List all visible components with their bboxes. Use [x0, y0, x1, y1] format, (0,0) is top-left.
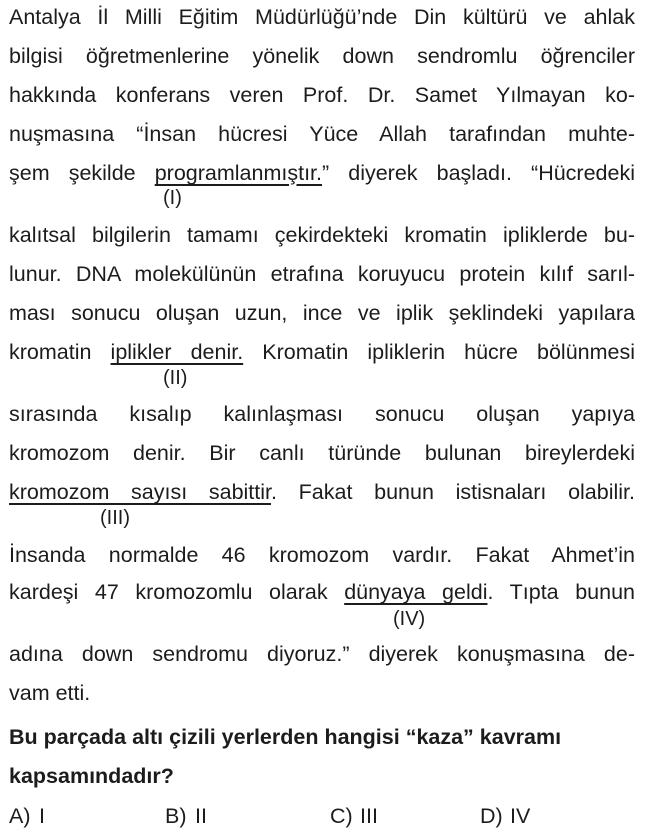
- marker-1: (I): [163, 187, 182, 209]
- underlined-phrase-4: dünyaya geldi: [344, 580, 488, 604]
- passage-line-4: nuşmasına “İnsan hücresi Yüce Allah tarafından muhte-: [9, 122, 635, 146]
- passage-line-2: bilgisi öğretmenlerine yönelik down sendromlu öğrenciler: [9, 44, 635, 68]
- passage-text: şem şekilde: [9, 161, 155, 185]
- question-stem-line-2: kapsamındadır?: [9, 764, 174, 788]
- passage-line-8: ması sonucu oluşan uzun, ince ve iplik şeklindeki yapılara: [9, 301, 635, 325]
- passage-text: kromatin: [9, 340, 111, 364]
- passage-line-14: [9, 579, 635, 605]
- passage-line-9: [9, 339, 635, 365]
- passage-line-15: adına down sendromu diyoruz.” diyerek konuşmasına de-: [9, 642, 635, 666]
- option-label: A): [9, 804, 31, 828]
- passage-line-6: kalıtsal bilgilerin tamamı çekirdekteki kromatin ipliklerde bu-: [9, 223, 635, 247]
- passage-text: ” diyerek başladı. “Hücredeki: [322, 161, 635, 185]
- passage-line-13: İnsanda normalde 46 kromozom vardır. Fakat Ahmet’in: [9, 543, 635, 567]
- question-stem-line-1: Bu parçada altı çizili yerlerden hangisi “kaza” kavramı: [9, 725, 562, 749]
- passage-line-12: [9, 479, 635, 505]
- passage-text: Kromatin ipliklerin hücre bölünmesi: [243, 340, 636, 364]
- passage-line-7: lunur. DNA molekülünün etrafına koruyucu protein kılıf sarıl-: [9, 262, 635, 286]
- option-value: IV: [510, 804, 531, 828]
- option-label: D): [480, 804, 503, 828]
- passage-text: kardeşi 47 kromozomlu olarak: [9, 580, 345, 604]
- option-c[interactable]: [330, 803, 378, 829]
- option-label: C): [330, 804, 353, 828]
- option-value: II: [195, 804, 207, 828]
- underlined-phrase-2: iplikler denir.: [110, 340, 244, 364]
- marker-2: (II): [163, 367, 188, 389]
- option-value: I: [39, 804, 45, 828]
- passage-text: . Fakat bunun istisnaları olabilir.: [271, 480, 635, 504]
- passage-line-11: kromozom denir. Bir canlı türünde bulunan bireylerdeki: [9, 441, 635, 465]
- option-label: B): [165, 804, 187, 828]
- passage-text: . Tıpta bunun: [487, 580, 636, 604]
- marker-3: (III): [100, 507, 130, 529]
- passage-line-10: sırasında kısalıp kalınlaşması sonucu oluşan yapıya: [9, 402, 635, 426]
- passage-line-1: Antalya İl Milli Eğitim Müdürlüğü’nde Din kültürü ve ahlak: [9, 5, 635, 29]
- marker-4: (IV): [393, 608, 426, 630]
- passage-line-3: hakkında konferans veren Prof. Dr. Samet Yılmayan ko-: [9, 83, 635, 107]
- option-value: III: [360, 804, 378, 828]
- underlined-phrase-1: programlanmıştır.: [154, 161, 322, 185]
- passage-line-5: [9, 160, 635, 186]
- option-d[interactable]: [480, 803, 530, 829]
- passage-line-16: vam etti.: [9, 681, 91, 705]
- underlined-phrase-3: kromozom sayısı sabittir: [9, 480, 272, 504]
- option-a[interactable]: [9, 803, 45, 829]
- option-b[interactable]: [165, 803, 207, 829]
